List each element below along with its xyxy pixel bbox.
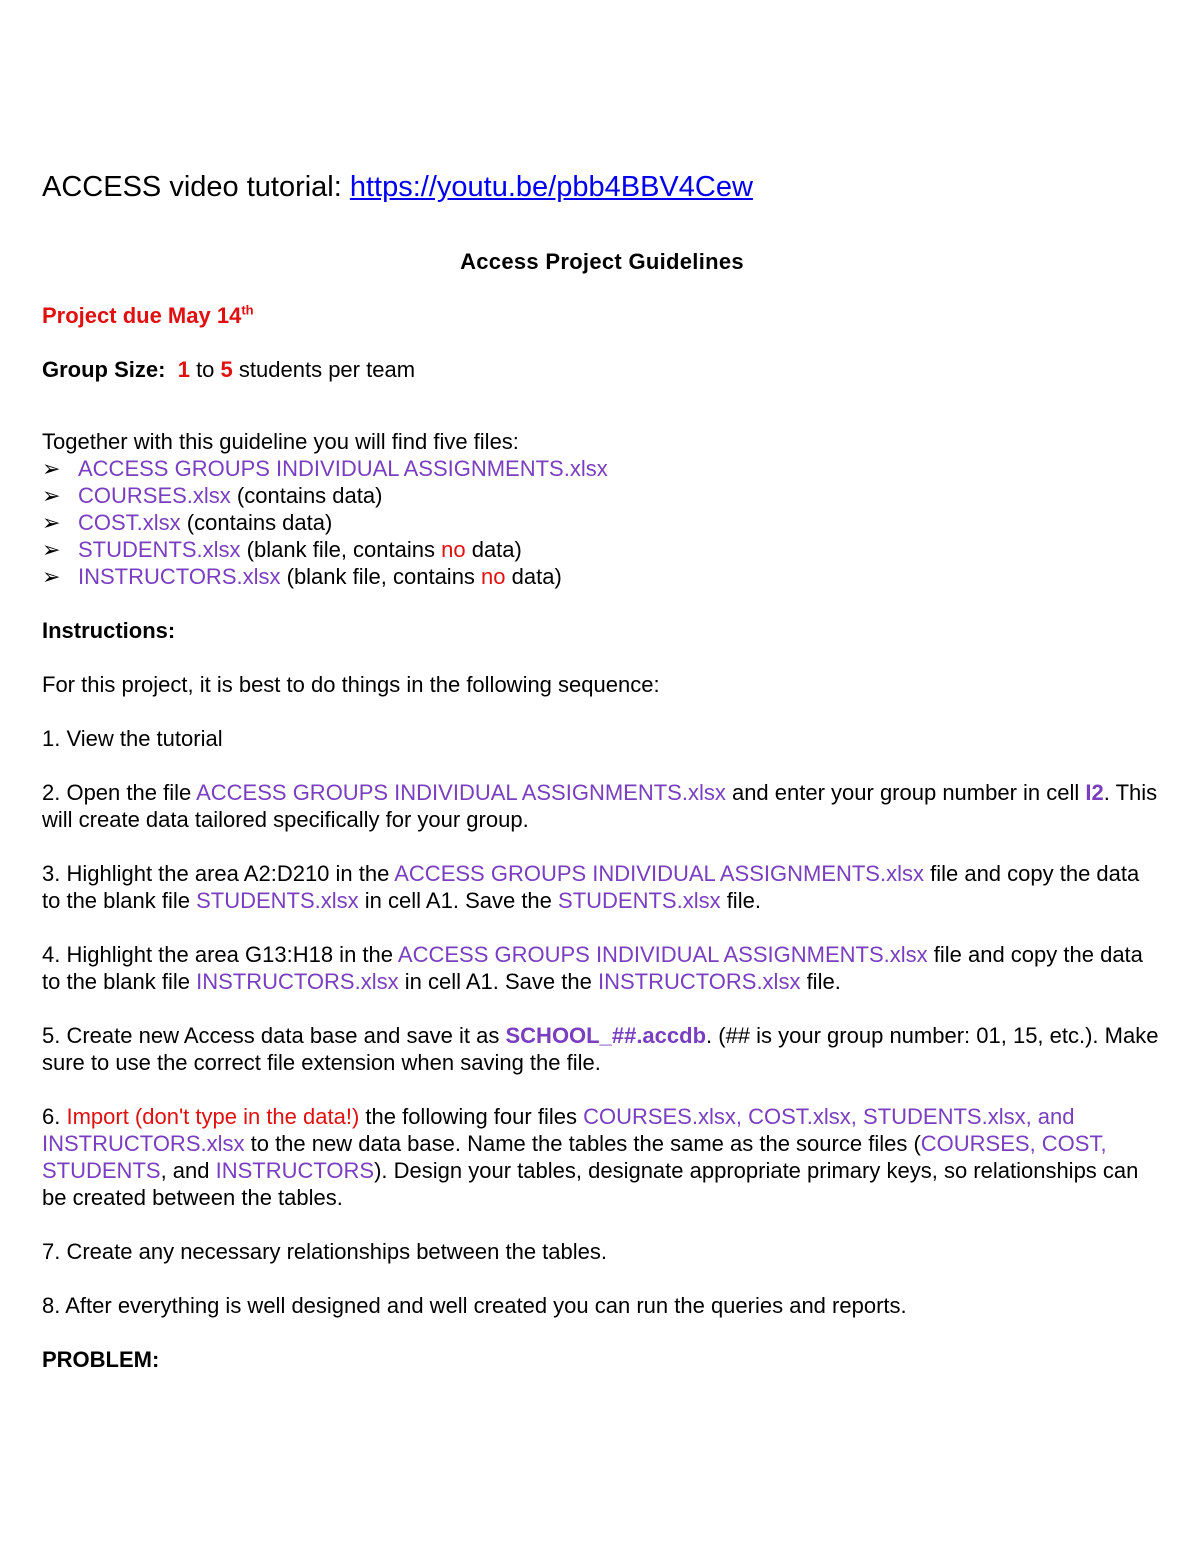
file-name: INSTRUCTORS.xlsx bbox=[78, 564, 281, 589]
problem-heading: PROBLEM: bbox=[42, 1347, 160, 1372]
step-1: 1. View the tutorial bbox=[42, 726, 223, 751]
step-5-dbname: SCHOOL_##.accdb bbox=[505, 1023, 707, 1048]
step-2-file: ACCESS GROUPS INDIVIDUAL ASSIGNMENTS.xlsx bbox=[196, 780, 726, 805]
files-list bbox=[42, 455, 1162, 590]
list-item bbox=[42, 455, 1162, 482]
step-2-cell: I2 bbox=[1085, 780, 1104, 805]
step-6-table-4: INSTRUCTORS bbox=[215, 1158, 375, 1183]
sequence-intro: For this project, it is best to do things in the following sequence: bbox=[42, 672, 660, 697]
step-4 bbox=[42, 941, 1162, 995]
file-note-no: no bbox=[441, 537, 466, 562]
tutorial-link[interactable]: https://youtu.be/pbb4BBV4Cew bbox=[349, 171, 753, 203]
step-5-text-b: . (## is your group number: 01, 15, etc.). Make sure to use the correct file extension when saving the file. bbox=[42, 1023, 1159, 1075]
step-4-text-b: file and copy the data to the blank file bbox=[42, 942, 1143, 994]
step-3-text: 3. Highlight the area A2:D210 in the bbox=[42, 861, 395, 886]
arrow-bullet-icon: ➢ bbox=[42, 537, 61, 562]
step-2-text-c: . This will create data tailored specifically for your group. bbox=[42, 780, 1158, 832]
arrow-bullet-icon: ➢ bbox=[42, 564, 61, 589]
step-3-file: ACCESS GROUPS INDIVIDUAL ASSIGNMENTS.xlsx bbox=[394, 861, 924, 886]
step-3-text-b: file and copy the data to the blank file bbox=[42, 861, 1140, 913]
file-note: (contains data) bbox=[230, 483, 383, 508]
step-6-tsep-2: , bbox=[1100, 1131, 1107, 1156]
arrow-bullet-icon: ➢ bbox=[42, 483, 61, 508]
file-note-no: no bbox=[481, 564, 506, 589]
group-size-to: to bbox=[196, 357, 215, 382]
step-6-file-1: COURSES.xlsx bbox=[583, 1104, 736, 1129]
group-size-label: Group Size: bbox=[42, 357, 166, 382]
step-3-target: STUDENTS.xlsx bbox=[196, 888, 359, 913]
step-6-sep-1: , bbox=[735, 1104, 749, 1129]
list-item bbox=[42, 563, 1162, 590]
file-note: (blank file, contains bbox=[240, 537, 442, 562]
due-text: Project due May 14 bbox=[42, 303, 242, 328]
file-name: STUDENTS.xlsx bbox=[78, 537, 241, 562]
step-6-file-3: STUDENTS.xlsx bbox=[863, 1104, 1026, 1129]
due-sup: th bbox=[241, 302, 254, 318]
file-note: (blank file, contains bbox=[280, 564, 482, 589]
group-size-max: 5 bbox=[220, 357, 233, 382]
step-6-sep-3: , and bbox=[1025, 1104, 1075, 1129]
due-date bbox=[42, 302, 1162, 329]
file-note: (contains data) bbox=[180, 510, 333, 535]
step-4-text-c: in cell A1. Save the bbox=[398, 969, 598, 994]
file-note-end: data) bbox=[505, 564, 562, 589]
step-2-text-b: and enter your group number in cell bbox=[725, 780, 1086, 805]
list-item bbox=[42, 509, 1162, 536]
step-2-text: 2. Open the file bbox=[42, 780, 197, 805]
document-body bbox=[42, 168, 1162, 1400]
file-note-end: data) bbox=[465, 537, 522, 562]
step-4-target: INSTRUCTORS.xlsx bbox=[196, 969, 399, 994]
group-size-min: 1 bbox=[177, 357, 190, 382]
step-4-text-d: file. bbox=[800, 969, 841, 994]
step-4-target-2: INSTRUCTORS.xlsx bbox=[597, 969, 801, 994]
step-6-warning: Import (don't type in the data!) bbox=[66, 1104, 360, 1129]
tutorial-heading bbox=[42, 168, 1162, 206]
arrow-bullet-icon: ➢ bbox=[42, 456, 61, 481]
list-item bbox=[42, 482, 1162, 509]
step-4-text: 4. Highlight the area G13:H18 in the bbox=[42, 942, 398, 967]
page-title: Access Project Guidelines bbox=[460, 249, 744, 274]
step-8: 8. After everything is well designed and well created you can run the queries and reports. bbox=[42, 1293, 907, 1318]
file-name: ACCESS GROUPS INDIVIDUAL ASSIGNMENTS.xlsx bbox=[78, 456, 608, 481]
step-6-num: 6. bbox=[42, 1104, 67, 1129]
step-6-sep-2: , bbox=[850, 1104, 864, 1129]
group-size bbox=[42, 356, 1162, 383]
arrow-bullet-icon: ➢ bbox=[42, 510, 61, 535]
step-5 bbox=[42, 1022, 1162, 1076]
step-3-text-d: file. bbox=[720, 888, 761, 913]
step-6-text: the following four files bbox=[359, 1104, 584, 1129]
tutorial-label: ACCESS video tutorial: bbox=[42, 171, 350, 203]
step-6-file-4: INSTRUCTORS.xlsx bbox=[42, 1131, 245, 1156]
step-3-target-2: STUDENTS.xlsx bbox=[558, 888, 721, 913]
list-item bbox=[42, 536, 1162, 563]
step-2 bbox=[42, 779, 1162, 833]
instructions-heading: Instructions: bbox=[42, 618, 176, 643]
group-size-suffix: students per team bbox=[238, 357, 416, 382]
step-6-text-b: to the new data base. Name the tables the same as the source files ( bbox=[244, 1131, 921, 1156]
files-intro: Together with this guideline you will find five files: bbox=[42, 429, 519, 454]
file-name: COST.xlsx bbox=[78, 510, 181, 535]
step-6-tsep-1: , bbox=[1029, 1131, 1042, 1156]
step-6-text-c: ). Design your tables, designate appropriate primary keys, so relationships can be created between the tables. bbox=[42, 1158, 1139, 1210]
step-3-text-c: in cell A1. Save the bbox=[358, 888, 559, 913]
file-name: COURSES.xlsx bbox=[78, 483, 231, 508]
step-5-text: 5. Create new Access data base and save it as bbox=[42, 1023, 506, 1048]
step-3 bbox=[42, 860, 1162, 914]
step-6 bbox=[42, 1103, 1162, 1211]
step-6-table-1: COURSES bbox=[920, 1131, 1030, 1156]
step-6-tsep-3: , and bbox=[160, 1158, 216, 1183]
step-7: 7. Create any necessary relationships between the tables. bbox=[42, 1239, 607, 1264]
step-6-file-2: COST.xlsx bbox=[748, 1104, 851, 1129]
step-4-file: ACCESS GROUPS INDIVIDUAL ASSIGNMENTS.xlsx bbox=[397, 942, 928, 967]
step-6-table-3: STUDENTS bbox=[42, 1158, 161, 1183]
step-6-table-2: COST bbox=[1041, 1131, 1101, 1156]
